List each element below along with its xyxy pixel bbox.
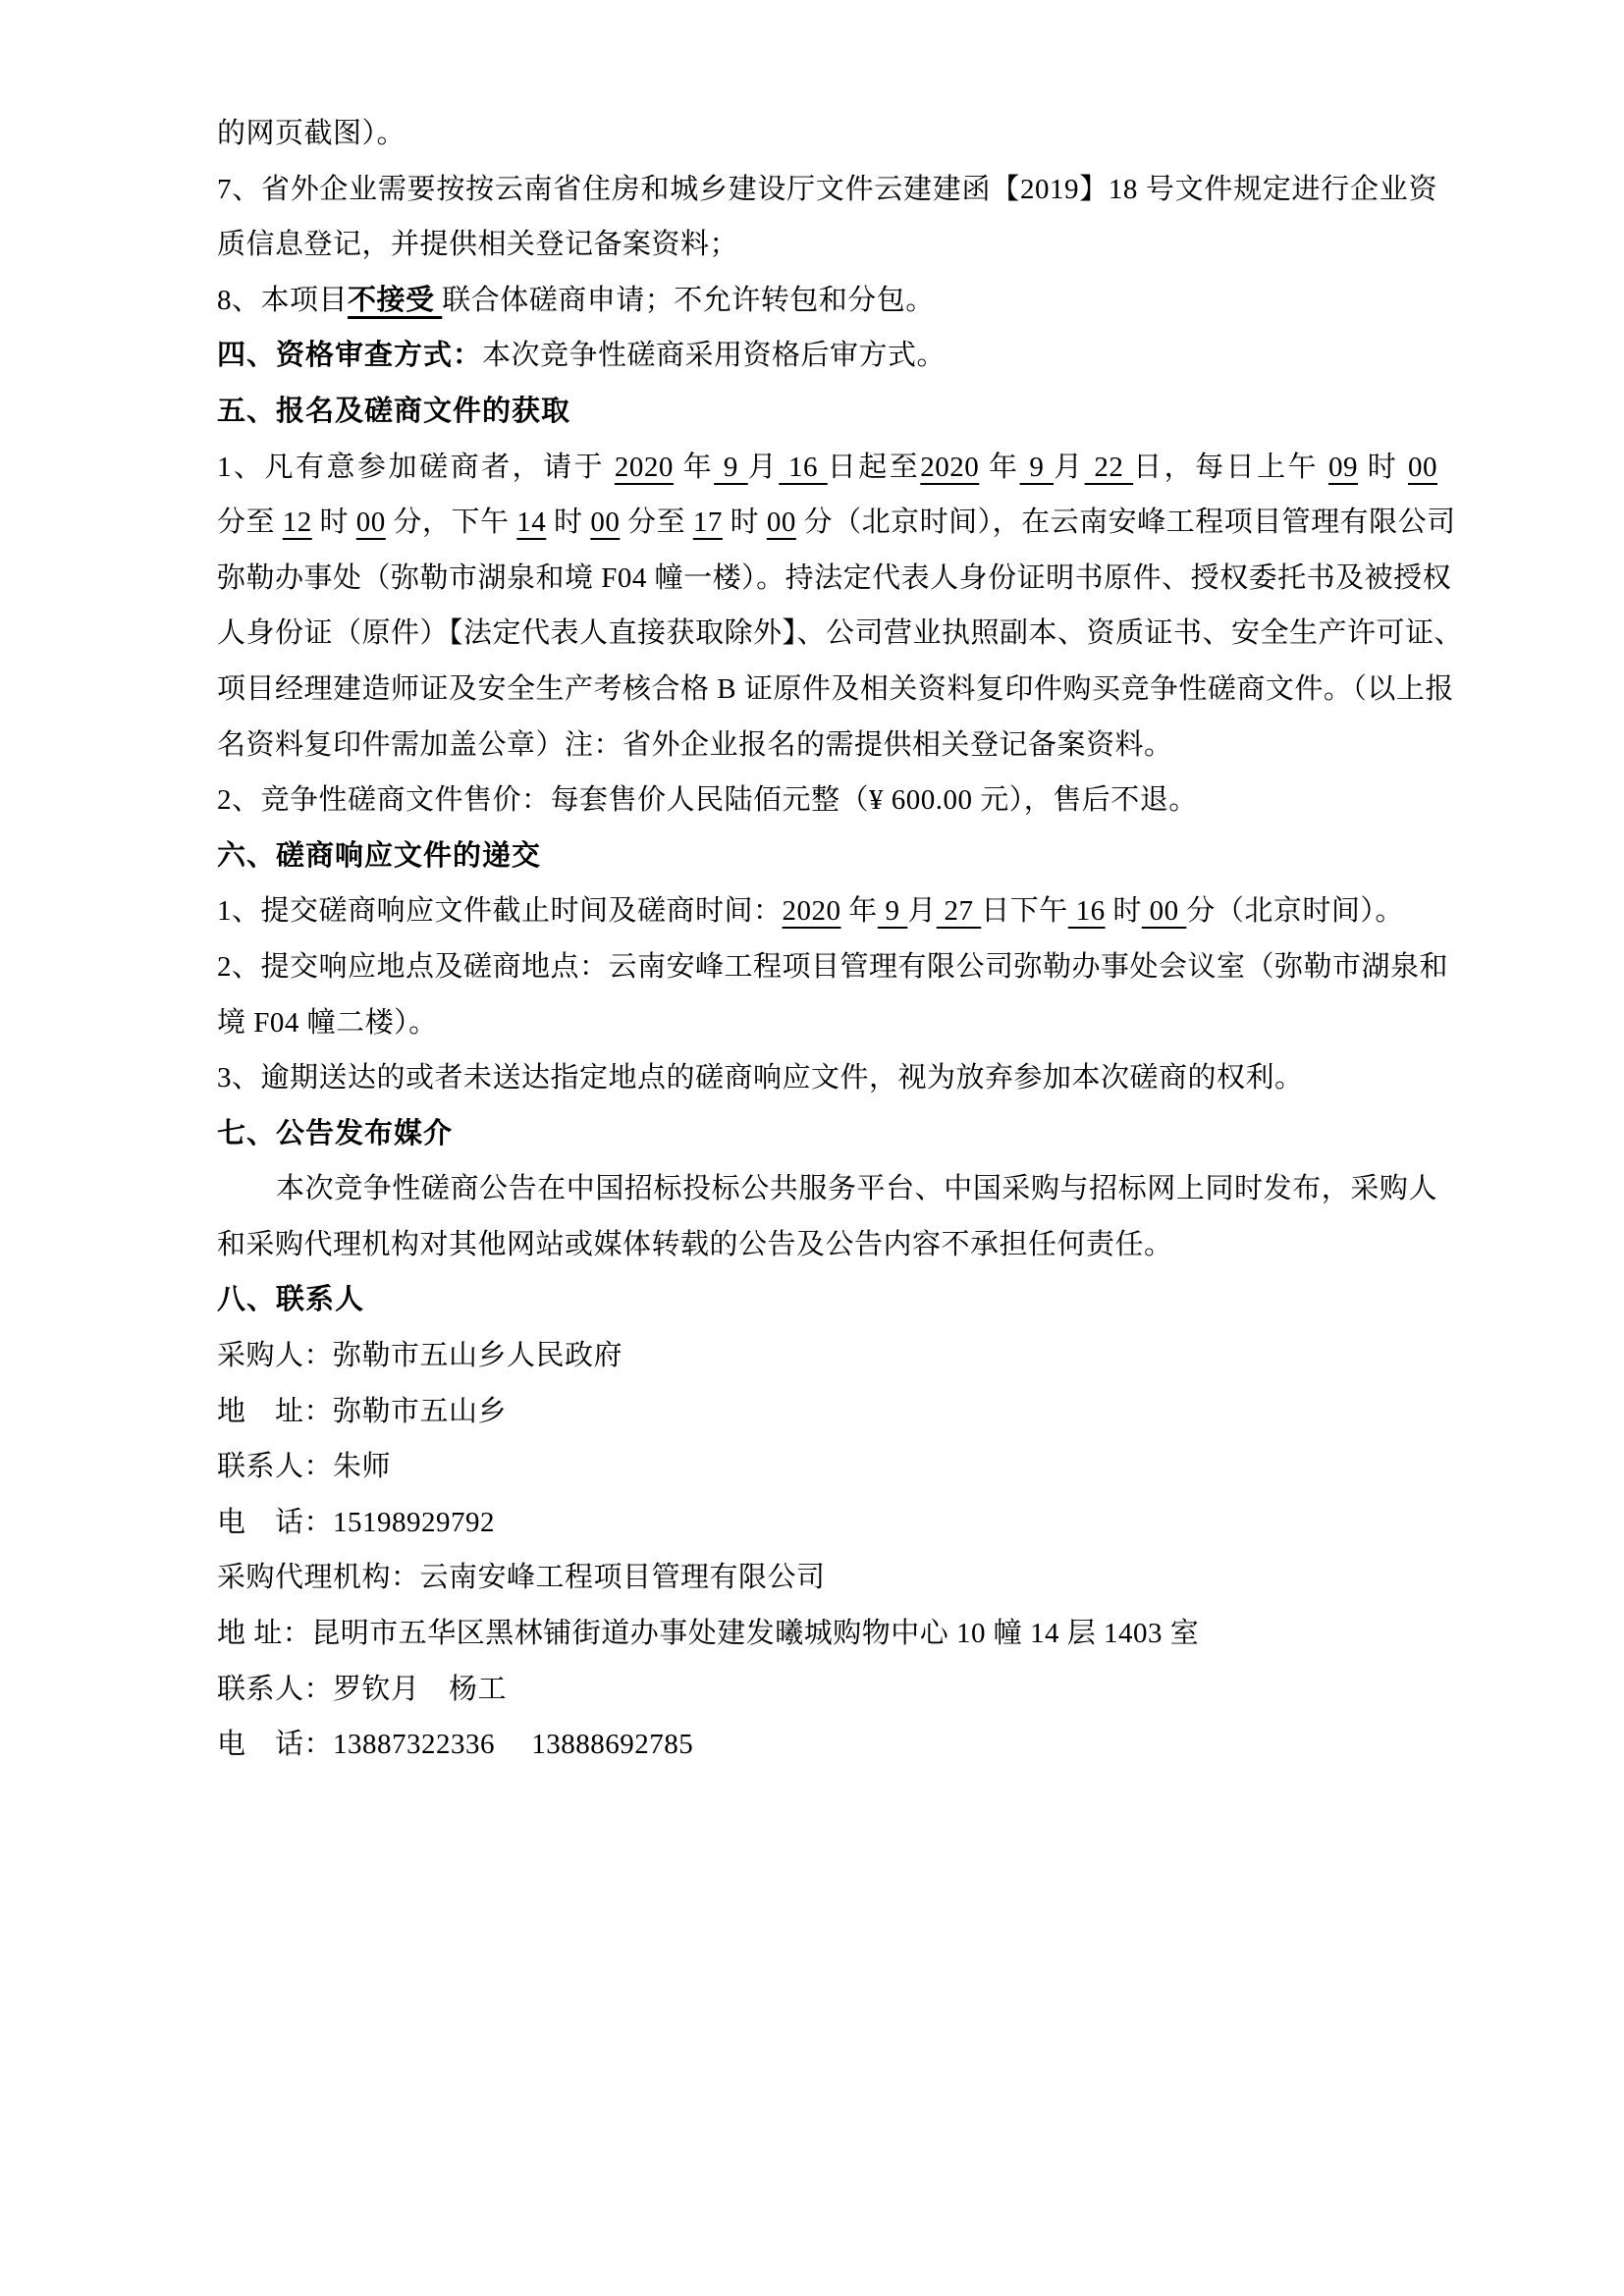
text-run: 7、省外企业需要按按云南省住房和城乡建设厅文件云建建函【2019】18 号文件规定进行企业资 bbox=[217, 173, 1437, 205]
text-run: 时 bbox=[546, 507, 591, 539]
underlined-value: 09 bbox=[1327, 451, 1358, 483]
text-run: 年 bbox=[673, 451, 715, 483]
section-5-item1-line2 bbox=[217, 495, 1456, 551]
item-7-line1 bbox=[217, 162, 1437, 218]
section-5-item1-line5 bbox=[217, 662, 1454, 718]
underlined-value: 14 bbox=[516, 507, 547, 539]
purchaser-phone bbox=[217, 1495, 1437, 1551]
underlined-value: 2020 bbox=[782, 895, 841, 928]
text-run: 境 F04 幢二楼）。 bbox=[217, 1006, 438, 1039]
underlined-value: 27 bbox=[936, 895, 982, 928]
text-run: 和采购代理机构对其他网站或媒体转载的公告及公告内容不承担任何责任。 bbox=[217, 1228, 1173, 1260]
text-run: 时 bbox=[722, 507, 767, 539]
underlined-value: 9 bbox=[714, 451, 748, 483]
underlined-value: 12 bbox=[282, 507, 312, 539]
purchaser-contact bbox=[217, 1439, 1437, 1495]
underlined-value: 2020 bbox=[614, 451, 674, 483]
text-run: 8、本项目 bbox=[217, 284, 349, 316]
underlined-value: 00 bbox=[590, 507, 621, 539]
section-7-para-line2 bbox=[217, 1217, 1437, 1273]
text-run: 本次竞争性磋商公告在中国招标投标公共服务平台、中国采购与招标网上同时发布，采购人 bbox=[276, 1173, 1437, 1205]
text-run: 1、凡有意参加磋商者，请于 bbox=[217, 451, 615, 483]
text-run: 分（北京时间），在云南安峰工程项目管理有限公司 bbox=[795, 507, 1456, 539]
section-8-heading bbox=[217, 1272, 1437, 1328]
text-run: 地 址：昆明市五华区黑林铺街道办事处建发曦城购物中心 10 幢 14 层 1403 室 bbox=[217, 1618, 1200, 1650]
agency-phone bbox=[217, 1717, 1437, 1773]
heading-text: 五、报名及磋商文件的获取 bbox=[217, 395, 571, 427]
section-5-heading bbox=[217, 384, 1437, 440]
purchaser-name bbox=[217, 1328, 1437, 1384]
text-run: 3、逾期送达的或者未送达指定地点的磋商响应文件，视为放弃参加本次磋商的权利。 bbox=[217, 1062, 1304, 1095]
section-5-item1-line6 bbox=[217, 718, 1437, 774]
purchaser-address bbox=[217, 1384, 1437, 1440]
text-run: 分至 bbox=[217, 507, 283, 539]
text-run: 年 bbox=[979, 451, 1020, 483]
item-7-line2 bbox=[217, 217, 1437, 273]
section-6-item2-line1 bbox=[217, 939, 1449, 995]
text-run: 时 bbox=[1105, 895, 1142, 928]
underlined-value: 00 bbox=[355, 507, 386, 539]
text-run: 联系人：罗钦月 杨工 bbox=[217, 1673, 508, 1705]
text-run: 项目经理建造师证及安全生产考核合格 B 证原件及相关资料复印件购买竞争性磋商文件。（以上报 bbox=[217, 672, 1454, 705]
text-run: 日起至 bbox=[827, 451, 921, 483]
underlined-value: 00 bbox=[1408, 451, 1437, 483]
agency-name bbox=[217, 1550, 1437, 1606]
emphasized-underlined-text: 不接受 bbox=[348, 284, 443, 316]
text-run: 月 bbox=[1054, 451, 1085, 483]
text-run: 的网页截图）。 bbox=[217, 118, 406, 149]
agency-contact bbox=[217, 1662, 1437, 1718]
section-5-item1-line4 bbox=[217, 606, 1464, 662]
item-8 bbox=[217, 273, 1437, 329]
text-run: 采购代理机构：云南安峰工程项目管理有限公司 bbox=[217, 1562, 826, 1594]
section-7-heading bbox=[217, 1106, 1437, 1162]
section-6-item1-deadline bbox=[217, 883, 1437, 939]
text-run: 名资料复印件需加盖公章）注：省外企业报名的需提供相关登记备案资料。 bbox=[217, 728, 1173, 761]
text-run: 人身份证（原件）【法定代表人直接获取除外】、公司营业执照副本、资质证书、安全生产许可证、 bbox=[217, 617, 1464, 650]
text-run: 日下午 bbox=[981, 895, 1068, 928]
underlined-value: 9 bbox=[877, 895, 908, 928]
section-6-item3-overdue bbox=[217, 1050, 1437, 1106]
text-run: 质信息登记，并提供相关登记备案资料； bbox=[217, 229, 739, 261]
text-run: 日，每日上午 bbox=[1133, 451, 1328, 483]
text-run: 2、提交响应地点及磋商地点：云南安峰工程项目管理有限公司弥勒办事处会议室（弥勒市湖泉和 bbox=[217, 950, 1449, 983]
section-7-para-line1 bbox=[217, 1161, 1437, 1217]
text-run: 地 址：弥勒市五山乡 bbox=[217, 1395, 508, 1427]
text-run: 联系人：朱师 bbox=[217, 1451, 392, 1483]
text-run: 时 bbox=[311, 507, 356, 539]
text-run: 电 话：13887322336 13888692785 bbox=[217, 1729, 694, 1761]
section-6-heading bbox=[217, 828, 1437, 884]
text-run: 年 bbox=[840, 895, 878, 928]
underlined-value: 9 bbox=[1019, 451, 1055, 483]
heading-text: 八、联系人 bbox=[217, 1284, 365, 1316]
text-run: 电 话：15198929792 bbox=[217, 1506, 496, 1538]
section-4-qualification-review bbox=[217, 328, 1437, 384]
text-run: 弥勒办事处（弥勒市湖泉和境 F04 幢一楼）。持法定代表人身份证明书原件、授权委托书及被授权 bbox=[217, 561, 1452, 594]
section-5-item2-price bbox=[217, 773, 1437, 828]
text-run: 时 bbox=[1357, 451, 1408, 483]
underlined-value: 00 bbox=[766, 507, 796, 539]
text-run: 本次竞争性磋商采用资格后审方式。 bbox=[482, 340, 947, 372]
text-run: 1、提交磋商响应文件截止时间及磋商时间： bbox=[217, 895, 783, 928]
underlined-value: 2020 bbox=[920, 451, 980, 483]
text-run: 月 bbox=[907, 895, 937, 928]
agency-address bbox=[217, 1606, 1437, 1662]
para-webpage-screenshot-tail bbox=[217, 106, 1437, 162]
underlined-value: 00 bbox=[1141, 895, 1187, 928]
heading-text: 四、资格审查方式： bbox=[217, 340, 483, 372]
heading-text: 七、公告发布媒介 bbox=[217, 1117, 454, 1149]
underlined-value: 17 bbox=[692, 507, 723, 539]
section-6-item2-line2 bbox=[217, 995, 1437, 1051]
text-run: 月 bbox=[747, 451, 780, 483]
text-run: 采购人：弥勒市五山乡人民政府 bbox=[217, 1340, 623, 1372]
document-content bbox=[217, 106, 1464, 1773]
section-5-item1-line3 bbox=[217, 551, 1452, 607]
text-run: 2、竞争性磋商文件售价：每套售价人民陆佰元整（¥ 600.00 元），售后不退。 bbox=[217, 784, 1198, 817]
text-run: 分，下午 bbox=[385, 507, 517, 539]
text-run: 分（北京时间）。 bbox=[1186, 895, 1404, 928]
section-5-item1-line1 bbox=[217, 440, 1437, 496]
underlined-value: 16 bbox=[779, 451, 828, 483]
text-run: 联合体磋商申请；不允许转包和分包。 bbox=[442, 284, 935, 316]
heading-text: 六、磋商响应文件的递交 bbox=[217, 839, 542, 872]
underlined-value: 16 bbox=[1067, 895, 1106, 928]
underlined-value: 22 bbox=[1084, 451, 1134, 483]
text-run: 分至 bbox=[620, 507, 693, 539]
